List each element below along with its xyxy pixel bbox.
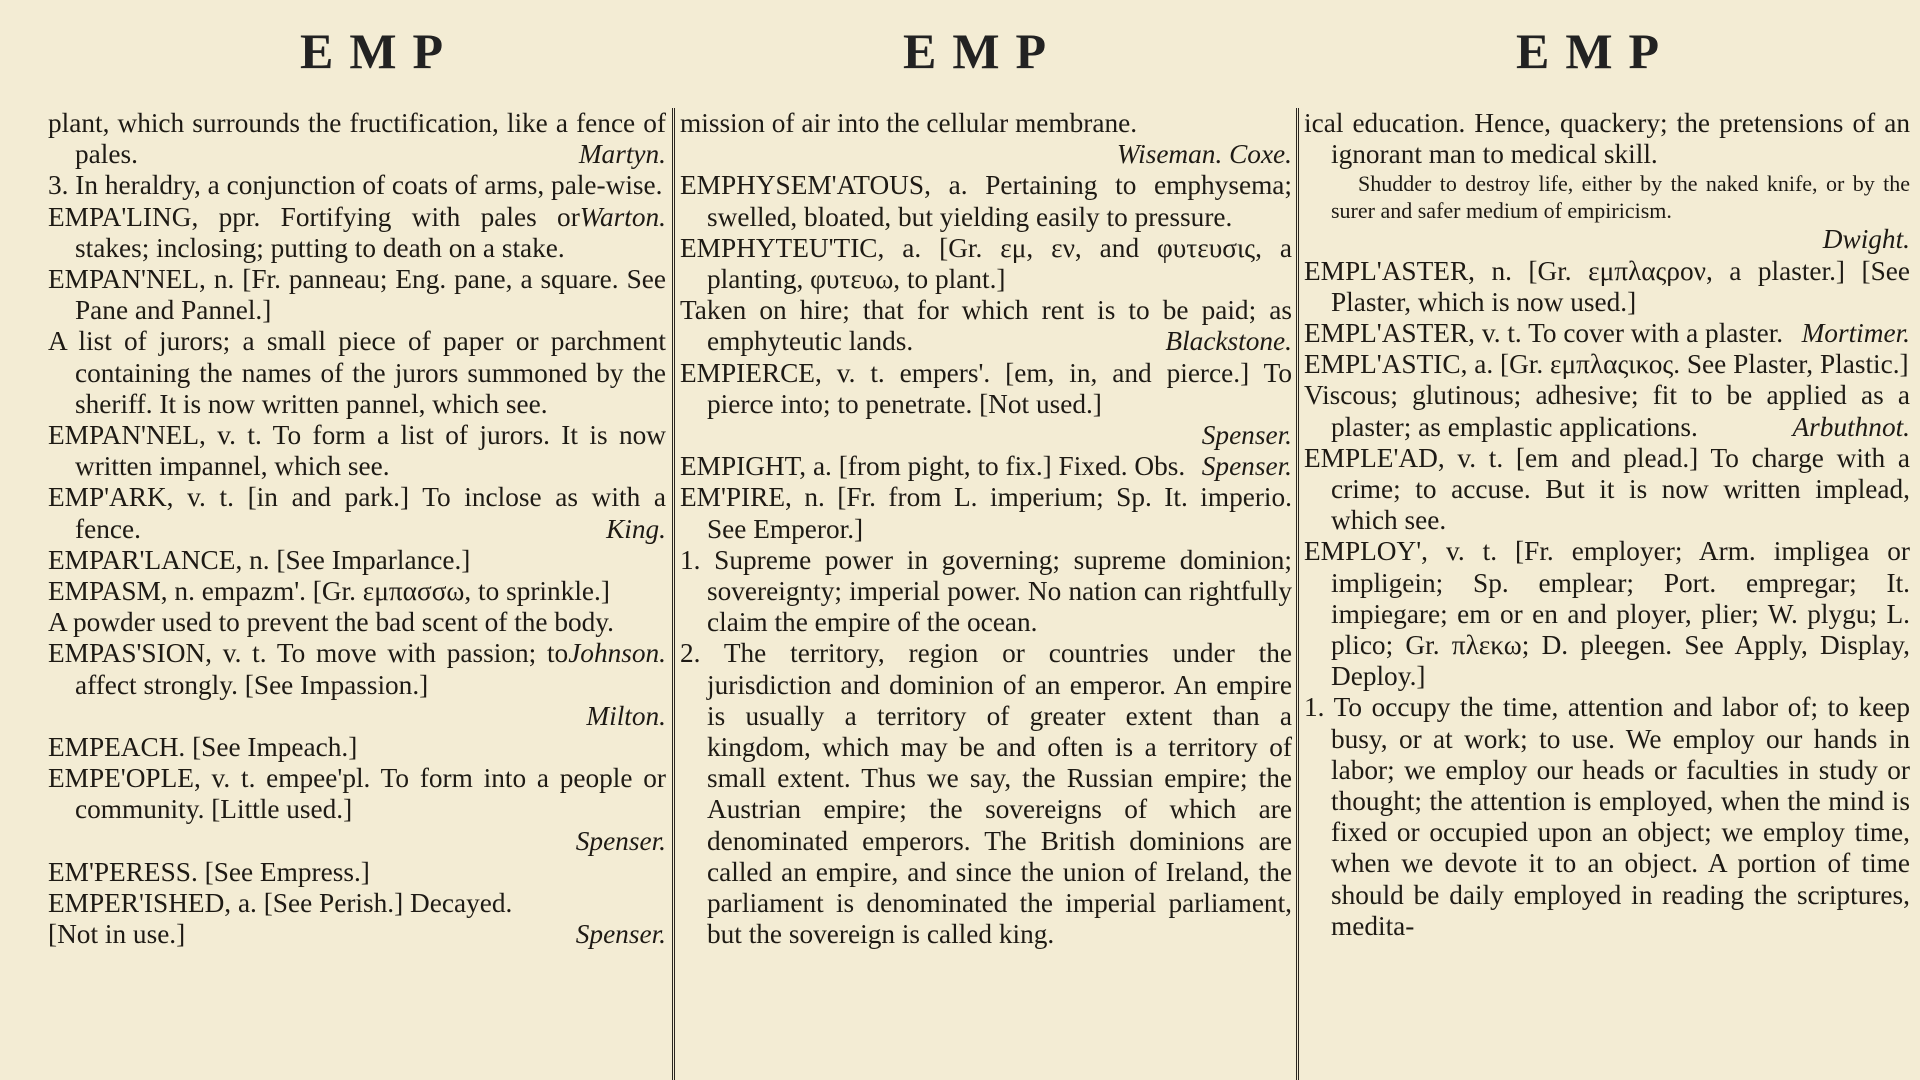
entry-empeople: EMPE'OPLE, v. t. empee'pl. To form into a people or community. [Little used.] (48, 763, 666, 825)
entry-empight: EMPIGHT, a. [from pight, to fix.] Fixed. Obs. Spenser. (680, 451, 1292, 482)
quotation: Shudder to destroy life, either by the naked knife, or by the surer and safer medium of empiricism. (1331, 171, 1910, 224)
entry-empassion: EMPAS'SION, v. t. To move with passion; to affect strongly. [See Impassion.] (48, 638, 569, 700)
entry-employ: EMPLOY', v. t. [Fr. employer; Arm. impligea or impligein; Sp. emplear; Port. empregar; It. impiegare; em or en and ployer, plier; W. plygu; L. plico; Gr. πλεκω; D. pleegen. See Apply, Display, Deploy.] (1304, 536, 1910, 692)
entry-empeach: EMPEACH. [See Impeach.] (48, 732, 358, 763)
citation: Martyn. (578, 139, 666, 170)
entry-definition: Viscous; glutinous; adhesive; fit to be applied as a plaster; as emplastic applications. Arbuthnot. (1304, 380, 1910, 442)
entry-sense-1: 1. Supreme power in governing; supreme dominion; sovereignty; imperial power. No nation can rightfully claim the empire of the ocean. (680, 544, 1292, 638)
column-right (1304, 108, 1910, 1080)
citation: Arbuthnot. (1792, 411, 1910, 442)
entry-definition: A list of jurors; a small piece of paper or parchment containing the names of the jurors summoned by the sheriff. It is now written pannel, which see. (48, 326, 666, 419)
entry-text: 3. In heraldry, a conjunction of coats of arms, pale-wise. Warton. (48, 170, 666, 232)
citation: Warton. (579, 201, 666, 232)
entry-sense-2: 2. The territory, region or countries under the jurisdiction and dominion of an emperor. An empire is usually a territory of greater extent than a kingdom, which may be and often is a territory of small extent. Thus we say, the Russian empire; the Austrian empire; the sovereigns of which are denominated emperors. The British dominions are called an empire, and since the union of Ireland, the parliament is denominated the imperial parliament, but the sovereign is called king. (680, 638, 1292, 950)
citation: Spenser. (575, 919, 666, 950)
entry-text: plant, which surrounds the fructification, like a fence of pales. Martyn. (48, 108, 666, 170)
citation: Johnson. (568, 638, 666, 669)
entry-emperess: EM'PERESS. [See Empress.] (48, 856, 370, 887)
citation: King. (606, 513, 666, 544)
column-left (48, 108, 666, 1080)
citation: Wiseman. Coxe. (1116, 139, 1292, 170)
entry-text: [Not in use.] Spenser. (48, 919, 666, 950)
running-head-left: EMP (300, 23, 460, 79)
citation: Mortimer. (1801, 318, 1910, 349)
entry-emplead: EMPLE'AD, v. t. [em and plead.] To charge with a crime; to accuse. But it is now written implead, which see. (1304, 442, 1910, 536)
running-head-center: EMP (903, 23, 1063, 79)
citation: Spenser. (1201, 451, 1292, 482)
citation: Dwight. (1822, 224, 1910, 255)
entry-definition: Taken on hire; that for which rent is to be paid; as emphyteutic lands. Blackstone. (680, 295, 1292, 357)
entry-empasm: EMPASM, n. empazm'. [Gr. εμπασσω, to sprinkle.] (48, 576, 610, 607)
entry-text: ical education. Hence, quackery; the pretensions of an ignorant man to medical skill. (1304, 108, 1910, 170)
entry-sense-1: 1. To occupy the time, attention and labor of; to keep busy, or at work; to use. We employ our hands in labor; we employ our heads or faculties in study or thought; the attention is employed, when the mind is fixed or occupied upon an object; we employ time, when we devote it to an object. A portion of time should be daily employed in reading the scriptures, medita- (1304, 692, 1910, 941)
entry-emphysematous: EMPHYSEM'ATOUS, a. Pertaining to emphysema; swelled, bloated, but yielding easily to pressure. (680, 170, 1292, 232)
entry-empark: EMP'ARK, v. t. [in and park.] To inclose as with a fence. King. (48, 482, 666, 544)
citation: Spenser. (575, 825, 666, 856)
entry-text: mission of air into the cellular membrane. (680, 108, 1138, 138)
citation: Spenser. (1201, 420, 1292, 451)
column-center (680, 108, 1292, 1080)
citation: Blackstone. (1165, 326, 1292, 357)
column-rule-2 (1296, 108, 1299, 1080)
running-head-right: EMP (1516, 23, 1676, 79)
entry-emphyteutic: EMPHYTEU'TIC, a. [Gr. εμ, εν, and φυτευσις, a planting, φυτευω, to plant.] (680, 232, 1292, 295)
entry-empannel-n: EMPAN'NEL, n. [Fr. panneau; Eng. pane, a square. See Pane and Pannel.] (48, 264, 666, 326)
entry-emplaster-v: EMPL'ASTER, v. t. To cover with a plaster. Mortimer. (1304, 318, 1910, 349)
entry-emplaster-n: EMPL'ASTER, n. [Gr. εμπλαςρον, a plaster.] [See Plaster, which is now used.] (1304, 255, 1910, 317)
entry-empire: EM'PIRE, n. [Fr. from L. imperium; Sp. It. imperio. See Emperor.] (680, 482, 1292, 544)
column-rule-1 (672, 108, 675, 1080)
citation: Milton. (586, 700, 666, 731)
entry-definition: A powder used to prevent the bad scent of the body. Johnson. (48, 607, 666, 669)
entry-empannel-v: EMPAN'NEL, v. t. To form a list of jurors. It is now written impannel, which see. (48, 420, 666, 482)
entry-emperished: EMPER'ISHED, a. [See Perish.] Decayed. (48, 888, 513, 919)
entry-empaling: EMPA'LING, ppr. Fortifying with pales or stakes; inclosing; putting to death on a stake. (48, 201, 580, 263)
entry-emparlance: EMPAR'LANCE, n. [See Imparlance.] (48, 544, 471, 575)
entry-empierce: EMPIERCE, v. t. empers'. [em, in, and pierce.] To pierce into; to penetrate. [Not used.] (680, 357, 1292, 419)
entry-emplastic: EMPL'ASTIC, a. [Gr. εμπλαςικος. See Plaster, Plastic.] (1304, 349, 1909, 380)
